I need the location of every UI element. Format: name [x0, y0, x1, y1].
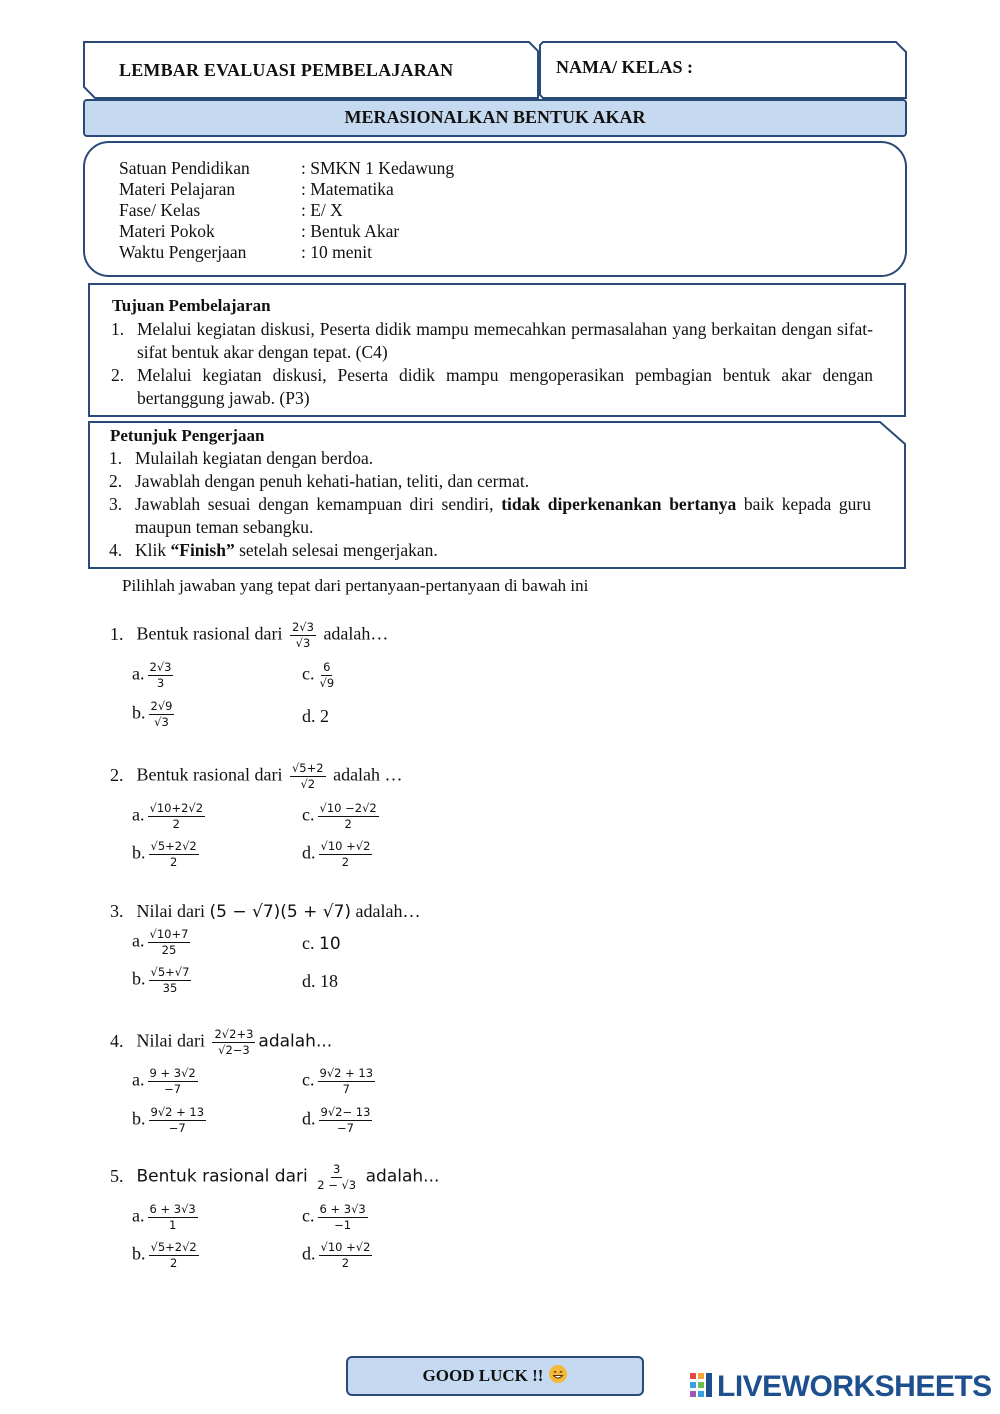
option-letter: d. — [302, 1243, 316, 1264]
option-3b[interactable] — [132, 965, 194, 996]
fraction-denominator: 3 — [156, 676, 165, 690]
option-2c[interactable] — [302, 801, 382, 832]
option-letter: c. — [302, 1069, 315, 1090]
info-label: Satuan Pendidikan — [119, 158, 250, 178]
option-fraction — [149, 839, 199, 870]
option-3a[interactable] — [132, 927, 193, 958]
name-class-box — [539, 41, 907, 99]
fraction-numerator: √5+2√2 — [150, 1240, 197, 1254]
instruction-text — [135, 539, 871, 562]
objective-text: Melalui kegiatan diskusi, Peserta didik mampu memecahkan permasalahan yang berkaitan dengan sifat-sifat bentuk akar dengan tepat. (C4) — [137, 319, 873, 362]
fraction-numerator: 9√2 + 13 — [319, 1066, 374, 1080]
fraction-numerator: √10 +√2 — [320, 1240, 371, 1254]
option-1a[interactable] — [132, 660, 176, 691]
option-2b[interactable] — [132, 839, 202, 870]
question-fraction — [315, 1162, 358, 1193]
fraction-denominator: √9 — [319, 676, 335, 690]
question-number: 3. — [110, 901, 124, 921]
objective-text: Melalui kegiatan diskusi, Peserta didik mampu mengoperasikan pembagian bentuk akar dengan bertanggung jawab. (P3) — [137, 365, 873, 408]
option-letter: c. — [302, 663, 315, 684]
fraction-denominator: √3 — [295, 636, 311, 650]
instruction-item — [109, 493, 871, 539]
question-2 — [110, 761, 403, 792]
info-value: : Matematika — [301, 179, 394, 199]
option-letter: c. — [302, 933, 315, 953]
option-fraction — [148, 660, 174, 691]
topic-title: MERASIONALKAN BENTUK AKAR — [83, 99, 907, 137]
instruction-text-part: setelah selesai mengerjakan. — [234, 540, 438, 560]
question-fraction — [212, 1027, 255, 1058]
question-text: adalah … — [333, 764, 403, 785]
option-letter: d. — [302, 971, 316, 991]
option-letter: a. — [132, 930, 145, 951]
question-text: Nilai dari — [136, 901, 205, 921]
name-class-label: NAMA/ KELAS : — [556, 57, 694, 77]
question-1 — [110, 620, 388, 651]
info-value: : 10 menit — [301, 242, 372, 262]
fraction-denominator: −7 — [164, 1082, 182, 1096]
fraction-denominator: 2 — [341, 1256, 350, 1270]
question-instruction: Pilihlah jawaban yang tepat dari pertanyaan-pertanyaan di bawah ini — [122, 576, 589, 595]
option-fraction — [318, 801, 379, 832]
fraction-denominator: 2 — [341, 855, 350, 869]
objective-number: 2. — [111, 365, 125, 385]
instruction-number: 2. — [109, 471, 123, 491]
fraction-numerator: √5+2√2 — [150, 839, 197, 853]
option-letter: a. — [132, 804, 145, 825]
fraction-numerator: 2√3 — [149, 660, 172, 674]
info-value: : E/ X — [301, 200, 343, 220]
good-luck-banner — [346, 1356, 644, 1396]
option-fraction — [319, 839, 373, 870]
option-3c[interactable] — [302, 933, 341, 954]
question-number: 1. — [110, 623, 124, 644]
option-fraction — [149, 965, 192, 996]
option-letter: b. — [132, 702, 146, 723]
fraction-denominator: 2 — [169, 1256, 178, 1270]
instruction-number: 1. — [109, 448, 123, 468]
fraction-denominator: 2 — [344, 817, 352, 831]
question-4 — [110, 1027, 332, 1058]
question-number: 2. — [110, 764, 124, 785]
instruction-text-part: baik kepada guru maupun teman sebangku. — [135, 494, 872, 537]
option-letter: b. — [132, 1243, 146, 1264]
fraction-numerator: 2√2+3 — [214, 1027, 254, 1041]
worksheet-title: LEMBAR EVALUASI PEMBELAJARAN — [119, 60, 454, 80]
question-text: adalah... — [365, 1166, 440, 1187]
fraction-denominator: 7 — [342, 1082, 350, 1096]
fraction-numerator: 2√9 — [150, 699, 173, 713]
question-text: Bentuk rasional dari — [136, 623, 283, 644]
fraction-numerator: 3 — [333, 1162, 341, 1176]
objective-number: 1. — [111, 319, 125, 339]
question-text: Bentuk rasional dari — [136, 1166, 308, 1187]
option-fraction — [318, 660, 337, 691]
fraction-denominator: √2 — [300, 777, 316, 791]
fraction-numerator: 6 — [323, 660, 331, 674]
instruction-text: Jawablah dengan penuh kehati-hatian, teliti, dan cermat. — [135, 471, 530, 491]
instructions-title: Petunjuk Pengerjaan — [110, 426, 265, 445]
option-fraction — [319, 1105, 373, 1136]
option-letter: a. — [132, 1205, 145, 1226]
fraction-denominator: 2 − √3 — [317, 1178, 357, 1192]
info-label: Materi Pokok — [119, 221, 215, 241]
fraction-denominator: √2−3 — [218, 1043, 250, 1057]
option-4c[interactable] — [302, 1066, 378, 1097]
info-label: Waktu Pengerjaan — [119, 242, 247, 262]
header-title-box — [83, 41, 539, 99]
fraction-numerator: 6 + 3√3 — [149, 1202, 196, 1216]
info-label: Fase/ Kelas — [119, 200, 201, 220]
option-letter: b. — [132, 968, 146, 989]
liveworksheets-logo-icon — [690, 1373, 714, 1399]
option-letter: d. — [302, 1108, 316, 1129]
fraction-denominator: −7 — [336, 1121, 354, 1135]
instruction-item — [109, 539, 871, 562]
option-4d[interactable] — [302, 1105, 375, 1136]
question-3 — [110, 901, 421, 922]
learning-objectives-title: Tujuan Pembelajaran — [112, 296, 271, 315]
fraction-numerator: √5+2 — [291, 761, 324, 775]
question-fraction — [290, 620, 316, 651]
option-fraction — [149, 1240, 199, 1271]
info-value: : Bentuk Akar — [301, 221, 400, 241]
option-fraction — [319, 1240, 373, 1271]
option-fraction — [318, 1202, 368, 1233]
option-2d[interactable] — [302, 839, 375, 870]
instruction-item — [109, 470, 871, 493]
option-4b[interactable] — [132, 1105, 209, 1136]
fraction-denominator: 35 — [162, 981, 178, 995]
option-1d[interactable] — [302, 706, 329, 727]
question-text: adalah… — [323, 623, 389, 644]
fraction-denominator: 2 — [172, 817, 180, 831]
option-fraction — [318, 1066, 376, 1097]
option-fraction — [148, 927, 191, 958]
fraction-numerator: 9 + 3√2 — [149, 1066, 196, 1080]
option-letter: d. — [302, 842, 316, 863]
instruction-number: 3. — [109, 494, 123, 514]
fraction-numerator: 9√2− 13 — [320, 1105, 371, 1119]
option-4a[interactable] — [132, 1066, 201, 1097]
option-value: 18 — [320, 971, 338, 991]
fraction-numerator: 6 + 3√3 — [319, 1202, 366, 1216]
objective-item — [111, 318, 873, 364]
question-fraction — [290, 761, 326, 792]
fraction-denominator: √3 — [154, 715, 169, 729]
fraction-numerator: √10 +√2 — [320, 839, 371, 853]
option-value: 2 — [320, 706, 329, 726]
good-luck-text: GOOD LUCK !! — [422, 1366, 544, 1385]
option-fraction — [148, 1066, 198, 1097]
option-5a[interactable] — [132, 1202, 201, 1233]
option-letter: a. — [132, 1069, 145, 1090]
option-fraction — [148, 1202, 198, 1233]
liveworksheets-logo — [690, 1370, 992, 1404]
fraction-numerator: √10+7 — [149, 927, 189, 941]
question-number: 4. — [110, 1030, 124, 1051]
question-text: adalah... — [258, 1031, 333, 1052]
objective-item — [111, 364, 873, 410]
learning-objectives-box — [88, 283, 906, 417]
question-text: adalah… — [355, 901, 421, 921]
option-1b[interactable] — [132, 699, 177, 730]
fraction-numerator: √10 −2√2 — [319, 801, 377, 815]
fraction-denominator: −1 — [334, 1218, 352, 1232]
option-5b[interactable] — [132, 1240, 202, 1271]
option-letter: c. — [302, 1205, 315, 1226]
fraction-numerator: √10+2√2 — [149, 801, 204, 815]
option-value: 10 — [319, 934, 341, 954]
option-fraction — [148, 801, 206, 832]
question-expression: (5 − √7)(5 + √7) — [209, 902, 352, 922]
option-1c[interactable] — [302, 660, 339, 691]
fraction-denominator: −7 — [168, 1121, 186, 1135]
option-letter: c. — [302, 804, 315, 825]
fraction-denominator: 2 — [169, 855, 178, 869]
instruction-number: 4. — [109, 540, 123, 560]
info-box — [83, 141, 907, 277]
question-number: 5. — [110, 1165, 124, 1186]
info-label: Materi Pelajaran — [119, 179, 236, 199]
option-5c[interactable] — [302, 1202, 371, 1233]
question-text: Bentuk rasional dari — [136, 764, 283, 785]
brand-name: LIVEWORKSHEETS — [717, 1370, 992, 1403]
fraction-numerator: √5+√7 — [150, 965, 190, 979]
option-letter: b. — [132, 1108, 146, 1129]
option-fraction — [149, 699, 175, 730]
option-3d[interactable] — [302, 971, 338, 992]
question-5 — [110, 1162, 439, 1193]
fraction-denominator: 25 — [161, 943, 177, 957]
instruction-text-part: Jawablah sesuai dengan kemampuan diri sendiri, — [135, 494, 502, 514]
smiling-face-icon — [549, 1365, 567, 1383]
fraction-numerator: 2√3 — [291, 620, 314, 634]
instruction-text — [135, 493, 871, 539]
option-letter: b. — [132, 842, 146, 863]
fraction-numerator: 9√2 + 13 — [150, 1105, 205, 1119]
instruction-item — [109, 447, 871, 470]
fraction-denominator: 1 — [168, 1218, 177, 1232]
instructions-box — [88, 421, 906, 569]
instruction-text-part: Klik — [135, 540, 171, 560]
instruction-emphasis: “Finish” — [170, 540, 235, 560]
option-fraction — [149, 1105, 207, 1136]
option-2a[interactable] — [132, 801, 208, 832]
option-letter: a. — [132, 663, 145, 684]
instruction-emphasis: tidak diperkenankan bertanya — [501, 494, 737, 514]
option-letter: d. — [302, 706, 316, 726]
info-value: : SMKN 1 Kedawung — [301, 158, 455, 178]
instruction-text: Mulailah kegiatan dengan berdoa. — [135, 448, 374, 468]
option-5d[interactable] — [302, 1240, 375, 1271]
question-text: Nilai dari — [136, 1030, 205, 1051]
